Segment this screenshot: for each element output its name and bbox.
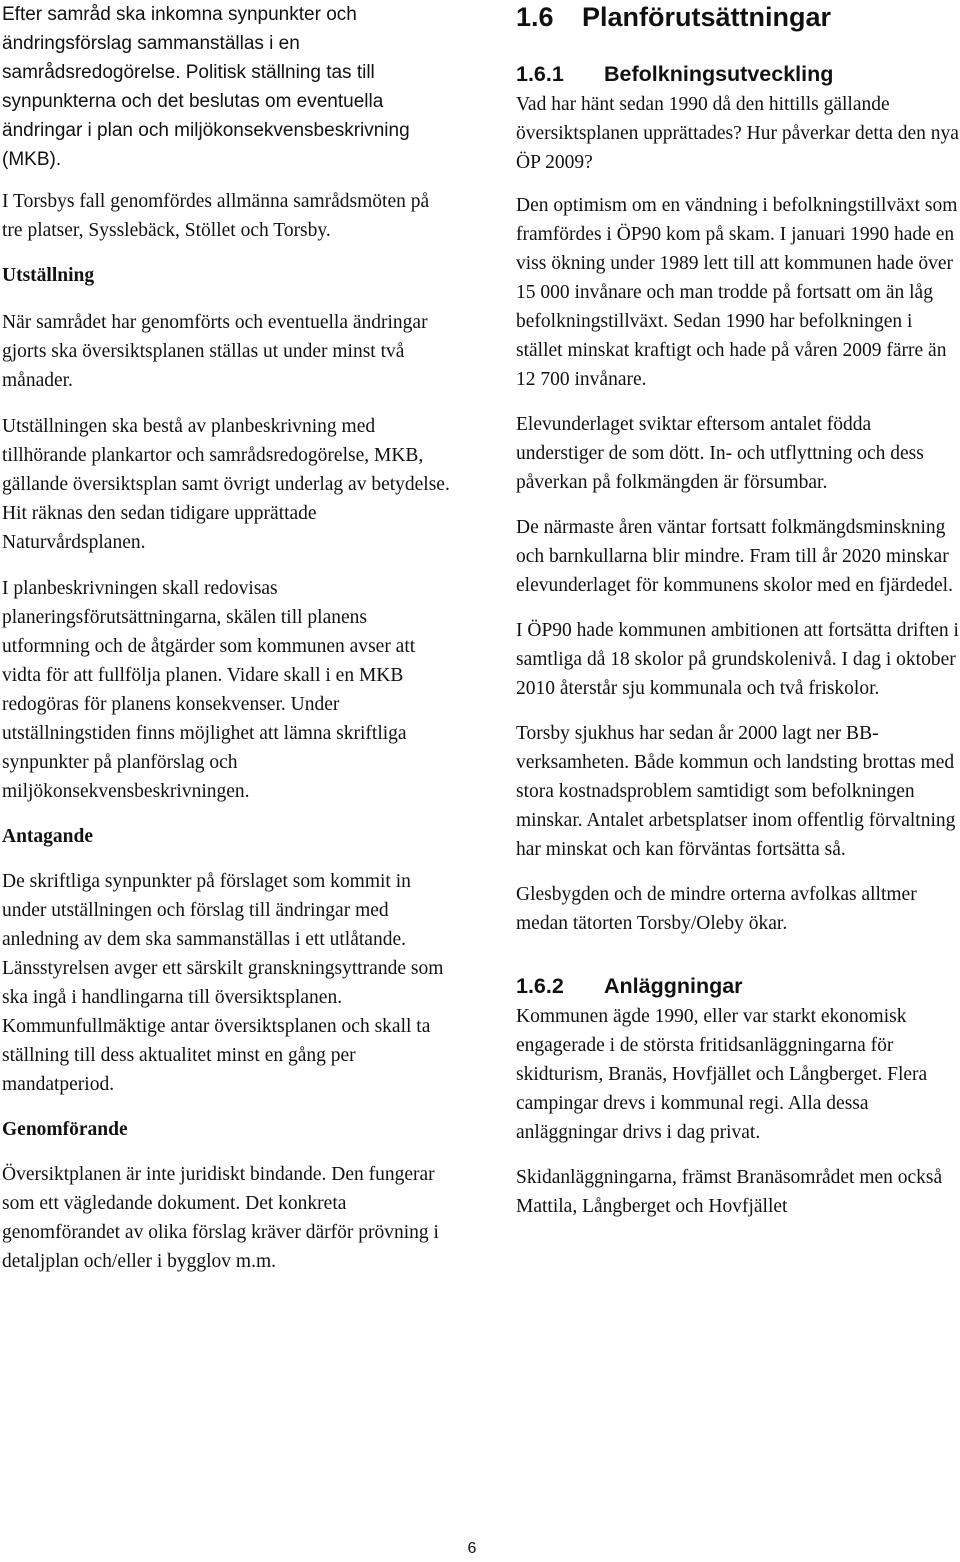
section-utstallning [2,261,454,806]
page-number: 6 [467,1540,477,1557]
intro-block [2,0,454,245]
paragraph: De närmaste åren väntar fortsatt folkmängdsminskning och barnkullarna blir mindre. Fram till år 2020 minskar elevunderlaget för kommunens skolor med en fjärdedel. [516,517,953,596]
subsection-number: 1.6.2 [516,974,564,998]
subsection-title [516,60,960,88]
paragraph: Den optimism om en vändning i befolkningstillväxt som framfördes i ÖP90 kom på skam. I januari 1990 hade en viss ökning under 1989 lett till att kommunen hade över 15 000 invånare och man trodde på fortsatt om än låg befolkningstillväxt. Sedan 1990 har befolkningen i stället minskat kraftigt och hade på våren 2009 färre än 12 700 invånare. [516,195,958,390]
subsection-title [516,972,960,1000]
paragraph: Elevunderlaget sviktar eftersom antalet födda understiger de som dött. In- och utflyttning och dess påverkan på folkmängden är försumbar. [516,414,924,493]
paragraph: Översiktplanen är inte juridiskt bindande. Den fungerar som ett vägledande dokument. Det konkreta genomförandet av olika förslag kräver därför prövning i detaljplan och/eller i bygglov m.m. [2,1164,439,1272]
section-antagande [2,822,454,1099]
paragraph: Glesbygden och de mindre orterna avfolkas alltmer medan tätorten Torsby/Oleby ökar. [516,884,917,934]
paragraph: I ÖP90 hade kommunen ambitionen att fortsätta driften i samtliga då 18 skolor på grundskolenivå. I dag i oktober 2010 återstår sju kommunala och två friskolor. [516,620,959,699]
section-heading: Utställning [2,265,95,286]
section-title-text: Planförutsättningar [582,2,832,32]
intro-paragraph: Efter samråd ska inkomna synpunkter och ändringsförslag sammanställas i en samrådsredogörelse. Politisk ställning tas till synpunkterna och det beslutas om eventuella ändringar i plan och miljökonsekvensbeskrivning (MKB). [2,4,410,170]
subsection-number: 1.6.1 [516,62,564,86]
section-title [516,0,960,34]
paragraph: Torsby sjukhus har sedan år 2000 lagt ner BB-verksamheten. Både kommun och landsting brottas med stora kostnadsproblem samtidigt som befolkningen minskar. Antalet arbetsplatser inom offentlig förvaltning har minskat och kan förväntas fortsätta så. [516,723,956,860]
left-column [2,0,454,1276]
paragraph: Utställningen ska bestå av planbeskrivning med tillhörande plankartor och samrådsredogörelse, MKB, gällande översiktsplan samt övrigt underlag av betydelse. Hit räknas den sedan tidigare upprättade Naturvårdsplanen. [2,416,450,553]
subsection-title-text: Befolkningsutveckling [604,62,834,86]
paragraph: I planbeskrivningen skall redovisas planeringsförutsättningarna, skälen till planens utformning och de åtgärder som kommunen avser att vidta för att fullfölja planen. Vidare skall i en MKB redogöras för planens konsekvenser. Under utställningstiden finns möjlighet att lämna skriftliga synpunkter på planförslag och miljökonsekvensbeskrivningen. [2,578,416,802]
paragraph: Vad har hänt sedan 1990 då den hittills gällande översiktsplanen upprättades? Hur påverkar detta den nya ÖP 2009? [516,94,959,173]
section-number: 1.6 [516,2,554,32]
paragraph: När samrådet har genomförts och eventuella ändringar gjorts ska översiktsplanen ställas ut under minst två månader. [2,312,428,391]
section-genomforande [2,1115,454,1276]
paragraph: Skidanläggningarna, främst Branäsområdet men också Mattila, Långberget och Hovfjället [516,1167,943,1217]
paragraph: De skriftliga synpunkter på förslaget som kommit in under utställningen och förslag till ändringar med anledning av dem ska sammanställas i ett utlåtande. Länsstyrelsen avger ett särskilt granskningsyttrande som ska ingå i handlingarna till översiktsplanen. Kommunfullmäktige antar översiktsplanen och skall ta ställning till dess aktualitet minst en gång per mandatperiod. [2,871,444,1095]
right-column [516,0,960,1221]
subsection-title-text: Anläggningar [604,974,743,998]
section-heading: Antagande [2,826,94,847]
paragraph: Kommunen ägde 1990, eller var starkt ekonomisk engagerade i de största fritidsanläggningarna för skidturism, Branäs, Hovfjället och Långberget. Flera campingar drevs i kommunal regi. Alla dessa anläggningar drivs i dag privat. [516,1006,928,1143]
intro-paragraph: I Torsbys fall genomfördes allmänna samrådsmöten på tre platser, Sysslebäck, Stöllet och Torsby. [2,191,430,241]
section-heading: Genomförande [2,1119,128,1140]
